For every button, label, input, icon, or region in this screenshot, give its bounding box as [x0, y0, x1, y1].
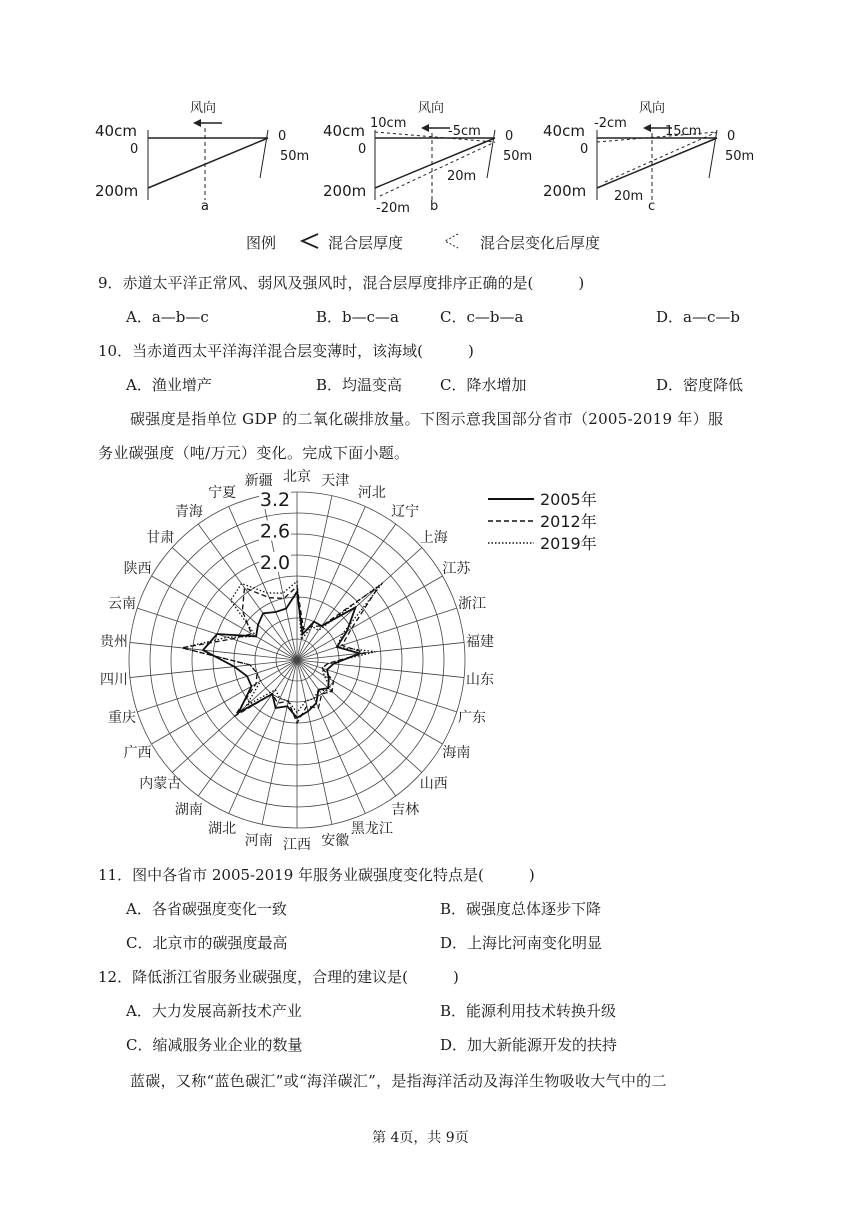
radar-category-label: 辽宁 [391, 504, 420, 521]
radar-category-label: 福建 [465, 633, 494, 650]
panel-b-mid-right: 20m [447, 169, 477, 184]
radar-category-label: 海南 [442, 745, 471, 761]
radar-category-label: 广东 [457, 709, 486, 726]
q12-option-c: C．缩减服务业企业的数量 [126, 1036, 303, 1054]
panel-b-depth-bottom: 200m [323, 182, 367, 200]
legend-label-dotted: 2019年 [540, 534, 597, 553]
panel-c-right-zero: 0 [727, 129, 736, 144]
radar-category-label: 山东 [465, 672, 494, 689]
q10-option-a: A．渔业增产 [126, 376, 212, 394]
panel-c-right-depth: 50m [725, 149, 755, 164]
legend-label-dashed: 2012年 [540, 512, 597, 531]
radar-category-label: 云南 [108, 596, 137, 613]
radar-series [182, 581, 383, 723]
q10-stem: 10．当赤道西太平洋海洋混合层变薄时，该海域( ) [98, 342, 474, 360]
carbon-intensity-radar-chart [0, 462, 860, 852]
radar-category-label: 甘肃 [146, 529, 175, 546]
radar-legend [488, 490, 597, 553]
radar-category-label: 河南 [244, 832, 273, 849]
panel-c-marker: c [648, 199, 656, 214]
panel-a-wind-label: 风向 [190, 101, 217, 116]
intro-line-2: 务业碳强度（吨/万元）变化。完成下面小题。 [98, 444, 410, 462]
q10-option-b: B．均温变高 [316, 376, 403, 394]
outro-paragraph: 蓝碳，又称“蓝色碳汇”或“海洋碳汇”，是指海洋活动及海洋生物吸收大气中的二 [130, 1072, 667, 1090]
q11-stem: 11．图中各省市 2005-2019 年服务业碳强度变化特点是( ) [98, 866, 535, 884]
radar-spoke [297, 608, 457, 660]
panel-a-marker: a [201, 199, 209, 214]
radar-tick-label: 2.6 [259, 520, 291, 543]
panel-c-top-right: 15cm [665, 124, 702, 139]
panel-b-right-depth: 50m [503, 149, 533, 164]
radar-spoke [137, 660, 297, 712]
q12-option-a: A．大力发展高新技术产业 [126, 1002, 302, 1020]
panel-c-wind-label: 风向 [639, 101, 666, 116]
radar-category-label: 江苏 [442, 561, 471, 577]
panel-a [95, 101, 309, 214]
panel-c-bottom: 20m [614, 189, 644, 204]
q11-option-a: A．各省碳强度变化一致 [126, 900, 287, 918]
panel-a-depth-top: 40cm [95, 122, 137, 140]
radar-category-label: 江西 [283, 837, 311, 852]
radar-tick-label: 3.2 [259, 489, 291, 511]
panel-b [323, 101, 532, 216]
radar-category-label: 上海 [419, 529, 448, 546]
radar-spoke [297, 507, 365, 660]
radar-category-label: 安徽 [321, 832, 350, 849]
radar-radial-tick-labels [259, 489, 291, 574]
radar-spoke [297, 548, 422, 660]
panel-b-depth-top: 40cm [323, 122, 365, 140]
radar-spoke [229, 660, 297, 813]
legend-label-solid: 2005年 [540, 490, 597, 509]
panel-b-right-zero: 0 [505, 129, 514, 144]
radar-category-label: 广西 [123, 745, 152, 761]
panel-b-bottom: -20m [376, 201, 410, 216]
panel-b-wind-label: 风向 [418, 101, 445, 116]
radar-category-label: 湖南 [174, 801, 203, 818]
q12-option-d: D．加大新能源开发的扶持 [440, 1036, 618, 1054]
panel-a-right-zero: 0 [278, 129, 287, 144]
page-footer: 第 4页，共 9页 [372, 1130, 469, 1146]
q10-option-c: C．降水增加 [440, 376, 527, 394]
intro-line-1: 碳强度是指单位 GDP 的二氧化碳排放量。下图示意我国部分省市（2005-2019 年）服 [130, 410, 724, 428]
q9-stem: 9．赤道太平洋正常风、弱风及强风时，混合层厚度排序正确的是( ) [98, 274, 585, 292]
radar-category-label: 宁夏 [208, 484, 237, 501]
q9-option-d: D．a—c—b [656, 308, 740, 326]
radar-spoke [297, 660, 422, 772]
radar-category-label: 黑龙江 [350, 821, 393, 838]
panel-b-depth-zero: 0 [358, 142, 367, 157]
radar-category-label: 新疆 [244, 473, 273, 490]
radar-category-label: 河北 [357, 484, 386, 501]
radar-category-label: 内蒙古 [139, 776, 182, 793]
radar-category-label: 重庆 [108, 709, 137, 726]
legend-solid-label: 混合层厚度 [328, 234, 404, 252]
panel-a-right-depth: 50m [280, 149, 310, 164]
panel-c-depth-zero: 0 [580, 142, 589, 157]
panel-c [543, 101, 754, 214]
panel-b-marker: b [430, 199, 439, 214]
radar-category-label: 北京 [283, 469, 311, 485]
top-figure-legend [246, 234, 600, 252]
radar-spoke [297, 660, 457, 712]
panel-b-top-right: -5cm [448, 124, 481, 139]
q12-stem: 12．降低浙江省服务业碳强度，合理的建议是( ) [98, 968, 459, 986]
q9-option-a: A．a—b—c [126, 308, 209, 326]
radar-tick-label: 2.0 [259, 552, 291, 574]
q9-option-c: C．c—b—a [440, 308, 524, 326]
legend-title: 图例 [246, 234, 277, 252]
panel-c-depth-top: 40cm [543, 122, 585, 140]
q10-option-d: D．密度降低 [656, 376, 744, 394]
radar-category-label: 吉林 [391, 801, 420, 818]
panel-b-top-left: 10cm [370, 116, 407, 131]
legend-dashed-label: 混合层变化后厚度 [480, 234, 601, 252]
radar-category-label: 湖北 [208, 821, 237, 838]
panel-c-depth-bottom: 200m [543, 182, 587, 200]
q11-option-c: C．北京市的碳强度最高 [126, 934, 288, 952]
radar-spoke [297, 660, 365, 813]
q11-option-d: D．上海比河南变化明显 [440, 934, 603, 952]
radar-category-label: 陕西 [123, 561, 152, 577]
panel-c-top-left: -2cm [594, 116, 627, 131]
q9-option-b: B．b—c—a [316, 308, 399, 326]
q11-option-b: B．碳强度总体逐步下降 [440, 900, 602, 918]
radar-category-label: 贵州 [100, 633, 129, 650]
radar-category-label: 浙江 [457, 596, 486, 613]
radar-category-label: 四川 [100, 672, 129, 689]
panel-a-depth-zero: 0 [130, 142, 139, 157]
q12-option-b: B．能源利用技术转换升级 [440, 1002, 617, 1020]
panel-a-depth-bottom: 200m [95, 182, 139, 200]
radar-category-label: 青海 [174, 504, 203, 521]
radar-category-label: 天津 [321, 473, 350, 490]
mixed-layer-figure [0, 0, 860, 260]
radar-category-label: 山西 [419, 776, 448, 793]
